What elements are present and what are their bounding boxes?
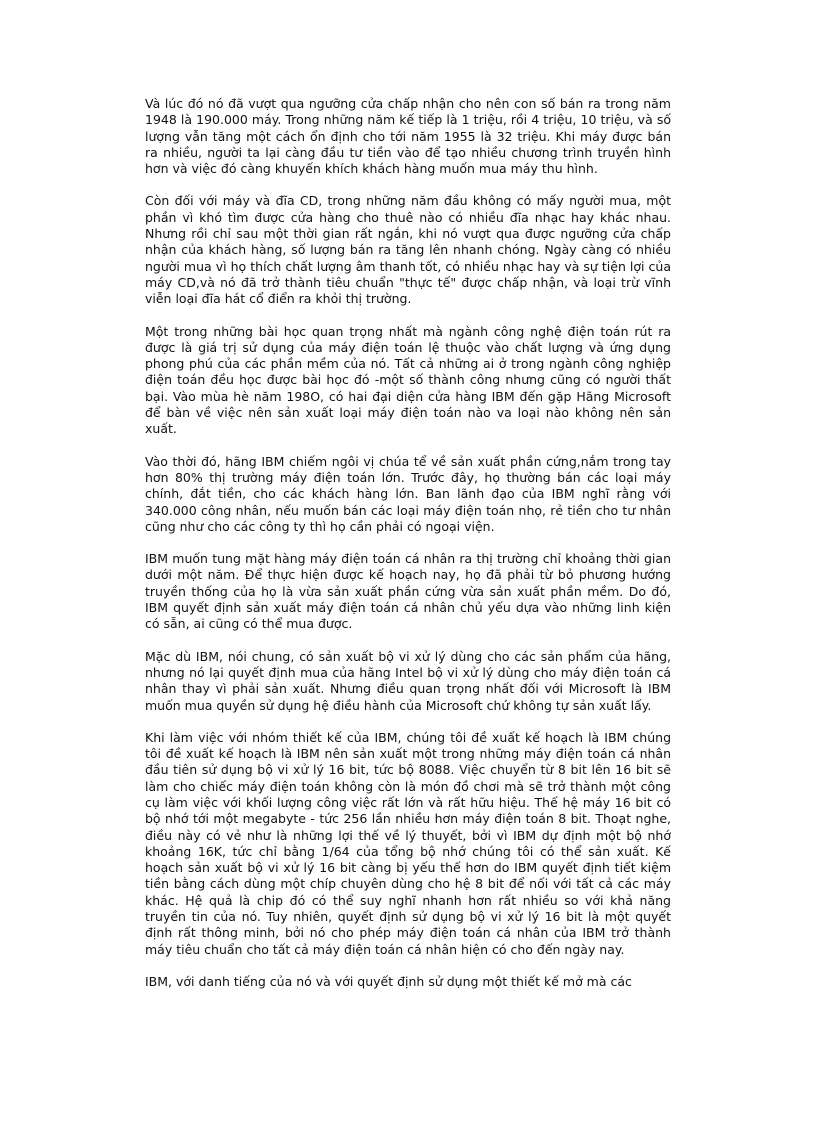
paragraph-8: IBM, với danh tiếng của nó và với quyết định sử dụng một thiết kế mở mà các bbox=[145, 973, 632, 989]
paragraph-4: Vào thời đó, hãng IBM chiếm ngôi vị chúa tể về sản xuất phần cứng,nắm trong tay hơn 80% thị trường máy điện toán lớn. Trước đây, họ thường bán các loại máy chính, đắt tiền, cho các khách hàng lớn. Ban lãnh đạo của IBM nghĩ rằng với 340.000 công nhân, nếu muốn bán các loại máy điện toán nhọ, rẻ tiền cho tư nhân cũng như cho các công ty thì họ cần phải có ngoại viện. bbox=[145, 453, 671, 534]
paragraph-6: Mặc dù IBM, nói chung, có sản xuất bộ vi xử lý dùng cho các sản phẩm của hãng, nhưng nó lại quyết định mua của hãng Intel bộ vi xử lý dùng cho máy điện toán cá nhân thay vì phải sản xuất. Nhưng điều quan trọng nhất đối với Microsoft là IBM muốn mua quyền sử dụng hệ điều hành của Microsoft chứ không tự sản xuất lấy. bbox=[145, 648, 671, 713]
paragraph-3: Một trong những bài học quan trọng nhất mà ngành công nghệ điện toán rút ra được là giá trị sử dụng của máy điện toán lệ thuộc vào chất lượng và ứng dụng phong phú của các phần mềm của nó. Tất cả những ai ở trong ngành công nghiệp điện toán đều học được bài học đó -một số thành công nhưng cũng có người thất bại. Vào mùa hè năm 198O, có hai đại diện cửa hàng IBM đến gặp Hãng Microsoft để bàn về việc nên sản xuất loại máy điện toán nào va loại nào không nên sản xuất. bbox=[145, 323, 671, 437]
paragraph-7: Khi làm việc với nhóm thiết kế của IBM, chúng tôi đề xuất kế hoạch là IBM chúng tôi đề xuất kế hoạch là IBM nên sản xuất một trong những máy điện toán cá nhân đầu tiên sử dụng bộ vi xử lý 16 bit, tức bộ 8088. Việc chuyển từ 8 bit lên 16 bit sẽ làm cho chiếc máy điện toán không còn là món đồ chơi mà sẽ trở thành một công cụ làm việc với khối lượng công việc rất lớn và rất hữu hiệu. Thế hệ máy 16 bit có bộ nhớ tới một megabyte - tức 256 lần nhiều hơn máy điện toán 8 bit. Thoạt nghe, điều này có vẻ như là những lợi thế về lý thuyết, bởi vì IBM dự định một bộ nhớ khoảng 16K, tức chỉ bằng 1/64 của tổng bộ nhớ chúng tôi có thể sản xuất. Kế hoạch sản xuất bộ vi xử lý 16 bit càng bị yếu thế hơn do IBM quyết định tiết kiệm tiền bằng cách dùng một chíp chuyên dùng cho hệ 8 bit để nối với tất cả các máy khác. Hệ quả là chip đó có thể suy nghĩ nhanh hơn rất nhiều so với khả năng truyền tin của nó. Tuy nhiên, quyết định sử dụng bộ vi xử lý 16 bit là một quyết định rất thông minh, bởi nó cho phép máy điện toán cá nhân của IBM trở thành máy tiêu chuẩn cho tất cả máy điện toán cá nhân hiện có cho đến ngày nay. bbox=[145, 729, 671, 957]
paragraph-1: Và lúc đó nó đã vượt qua ngưỡng cửa chấp nhận cho nên con số bán ra trong năm 1948 là 190.000 máy. Trong những năm kế tiếp là 1 triệu, rồi 4 triệu, 10 triệu, và số lượng vẫn tăng một cách ổn định cho tới năm 1955 là 32 triệu. Khi máy được bán ra nhiều, người ta lại càng đầu tư tiền vào để tạo nhiều chương trình truyền hình hơn và việc đó càng khuyến khích khách hàng muốn mua máy thu hình. bbox=[145, 96, 671, 177]
paragraph-5: IBM muốn tung mặt hàng máy điện toán cá nhân ra thị trường chỉ khoảng thời gian dưới một năm. Để thực hiện được kế hoạch nay, họ đã phải từ bỏ phương hướng truyền thống của họ là vừa sản xuất phần cứng vừa sản xuất phần mềm. Do đó, IBM quyết định sản xuất máy điện toán cá nhân chủ yếu dựa vào những linh kiện có sẵn, ai cũng có thể mua được. bbox=[145, 551, 671, 632]
document-page bbox=[145, 96, 671, 1006]
paragraph-2: Còn đối với máy và đĩa CD, trong những năm đầu không có mấy người mua, một phần vì khó tìm được cửa hàng cho thuê nào có nhiều đĩa nhạc hay khác nhau. Nhưng rồi chỉ sau một thời gian rất ngắn, khi nó vượt qua được ngưỡng cửa chấp nhận của khách hàng, số lượng bán ra tăng lên nhanh chóng. Ngày càng có nhiều người mua vì họ thích chất lượng âm thanh tốt, có nhiều nhạc hay và sự tiện lợi của máy CD,và nó đã trở thành tiêu chuẩn "thực tế" được chấp nhận, và loại trừ vĩnh viễn loại đĩa hát cổ điển ra khỏi thị trường. bbox=[145, 193, 671, 307]
